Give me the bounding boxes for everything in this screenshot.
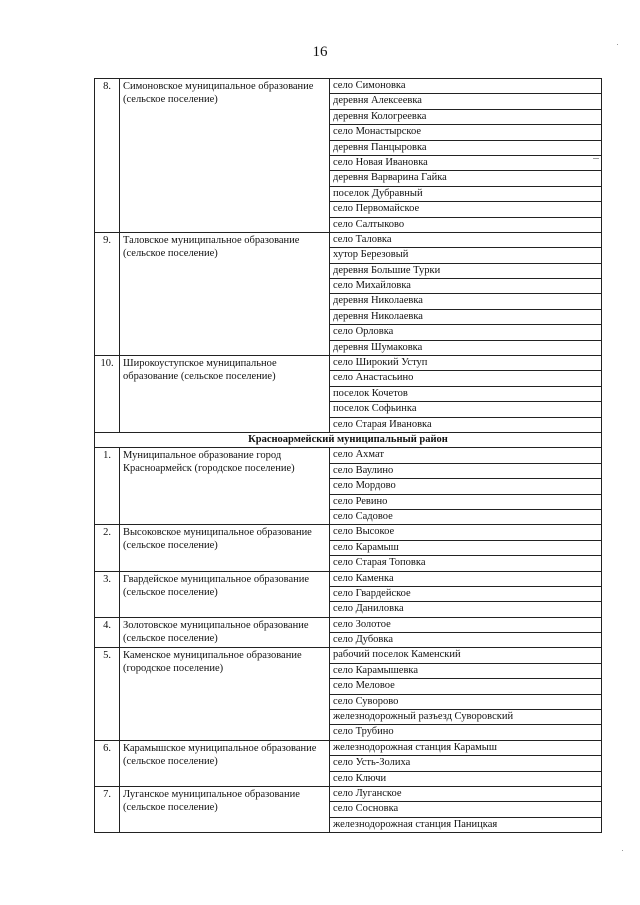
- scan-artifact: [593, 158, 599, 159]
- locality-name: село Ревино: [330, 494, 602, 509]
- locality-name: село Анастасьино: [330, 371, 602, 386]
- municipality-name: Гвардейское муниципальное образование (сельское поселение): [120, 571, 330, 617]
- settlements-table: [94, 78, 602, 833]
- municipality-name: Симоновское муниципальное образование (сельское поселение): [120, 79, 330, 233]
- district-row: [95, 432, 602, 447]
- locality-name: деревня Большие Турки: [330, 263, 602, 278]
- table-row: [95, 356, 602, 371]
- locality-name: село Салтыково: [330, 217, 602, 232]
- municipality-name: Высоковское муниципальное образование (сельское поселение): [120, 525, 330, 571]
- locality-name: рабочий поселок Каменский: [330, 648, 602, 663]
- locality-name: деревня Варварина Гайка: [330, 171, 602, 186]
- locality-name: село Луганское: [330, 786, 602, 801]
- row-number: 6.: [95, 740, 120, 786]
- locality-name: село Сосновка: [330, 802, 602, 817]
- municipality-name: Широкоуступское муниципальное образование (сельское поселение): [120, 356, 330, 433]
- locality-name: село Симоновка: [330, 79, 602, 94]
- locality-name: железнодорожная станция Карамыш: [330, 740, 602, 755]
- locality-name: деревня Шумаковка: [330, 340, 602, 355]
- table-row: [95, 648, 602, 663]
- table-row: [95, 525, 602, 540]
- table-row: [95, 448, 602, 463]
- locality-name: село Усть-Золиха: [330, 756, 602, 771]
- locality-name: село Золотое: [330, 617, 602, 632]
- scan-artifact: [622, 850, 623, 851]
- row-number: 8.: [95, 79, 120, 233]
- table-row: [95, 786, 602, 801]
- locality-name: село Высокое: [330, 525, 602, 540]
- locality-name: поселок Кочетов: [330, 386, 602, 401]
- locality-name: село Карамыш: [330, 540, 602, 555]
- row-number: 1.: [95, 448, 120, 525]
- municipality-name: Муниципальное образование город Красноармейск (городское поселение): [120, 448, 330, 525]
- locality-name: село Таловка: [330, 232, 602, 247]
- row-number: 2.: [95, 525, 120, 571]
- locality-name: село Первомайское: [330, 202, 602, 217]
- row-number: 4.: [95, 617, 120, 648]
- district-heading: Красноармейский муниципальный район: [95, 432, 602, 447]
- locality-name: село Суворово: [330, 694, 602, 709]
- locality-name: деревня Алексеевка: [330, 94, 602, 109]
- municipality-name: Золотовское муниципальное образование (сельское поселение): [120, 617, 330, 648]
- page-number: 16: [312, 44, 328, 60]
- scan-artifact: [617, 44, 618, 45]
- municipality-name: Таловское муниципальное образование (сельское поселение): [120, 232, 330, 355]
- locality-name: село Трубино: [330, 725, 602, 740]
- table-row: [95, 571, 602, 586]
- table-row: [95, 79, 602, 94]
- locality-name: железнодорожная станция Паницкая: [330, 817, 602, 832]
- locality-name: деревня Кологреевка: [330, 109, 602, 124]
- locality-name: село Меловое: [330, 679, 602, 694]
- municipality-name: Каменское муниципальное образование (городское поселение): [120, 648, 330, 740]
- locality-name: село Ваулино: [330, 463, 602, 478]
- municipality-name: Карамышское муниципальное образование (сельское поселение): [120, 740, 330, 786]
- locality-name: железнодорожный разъезд Суворовский: [330, 710, 602, 725]
- locality-name: село Широкий Уступ: [330, 356, 602, 371]
- locality-name: село Карамышевка: [330, 663, 602, 678]
- locality-name: поселок Софьинка: [330, 402, 602, 417]
- locality-name: село Монастырское: [330, 125, 602, 140]
- locality-name: село Даниловка: [330, 602, 602, 617]
- locality-name: село Старая Ивановка: [330, 417, 602, 432]
- locality-name: деревня Панцыровка: [330, 140, 602, 155]
- locality-name: село Ключи: [330, 771, 602, 786]
- municipality-name: Луганское муниципальное образование (сельское поселение): [120, 786, 330, 832]
- row-number: 3.: [95, 571, 120, 617]
- table-row: [95, 617, 602, 632]
- locality-name: село Мордово: [330, 479, 602, 494]
- locality-name: село Садовое: [330, 509, 602, 524]
- locality-name: село Каменка: [330, 571, 602, 586]
- row-number: 9.: [95, 232, 120, 355]
- locality-name: хутор Березовый: [330, 248, 602, 263]
- locality-name: село Дубовка: [330, 633, 602, 648]
- locality-name: село Гвардейское: [330, 586, 602, 601]
- locality-name: село Орловка: [330, 325, 602, 340]
- locality-name: деревня Николаевка: [330, 294, 602, 309]
- table-row: [95, 232, 602, 247]
- table-row: [95, 740, 602, 755]
- locality-name: село Михайловка: [330, 279, 602, 294]
- locality-name: деревня Николаевка: [330, 309, 602, 324]
- locality-name: поселок Дубравный: [330, 186, 602, 201]
- locality-name: село Старая Топовка: [330, 556, 602, 571]
- row-number: 10.: [95, 356, 120, 433]
- row-number: 5.: [95, 648, 120, 740]
- locality-name: село Новая Ивановка: [330, 155, 602, 170]
- row-number: 7.: [95, 786, 120, 832]
- locality-name: село Ахмат: [330, 448, 602, 463]
